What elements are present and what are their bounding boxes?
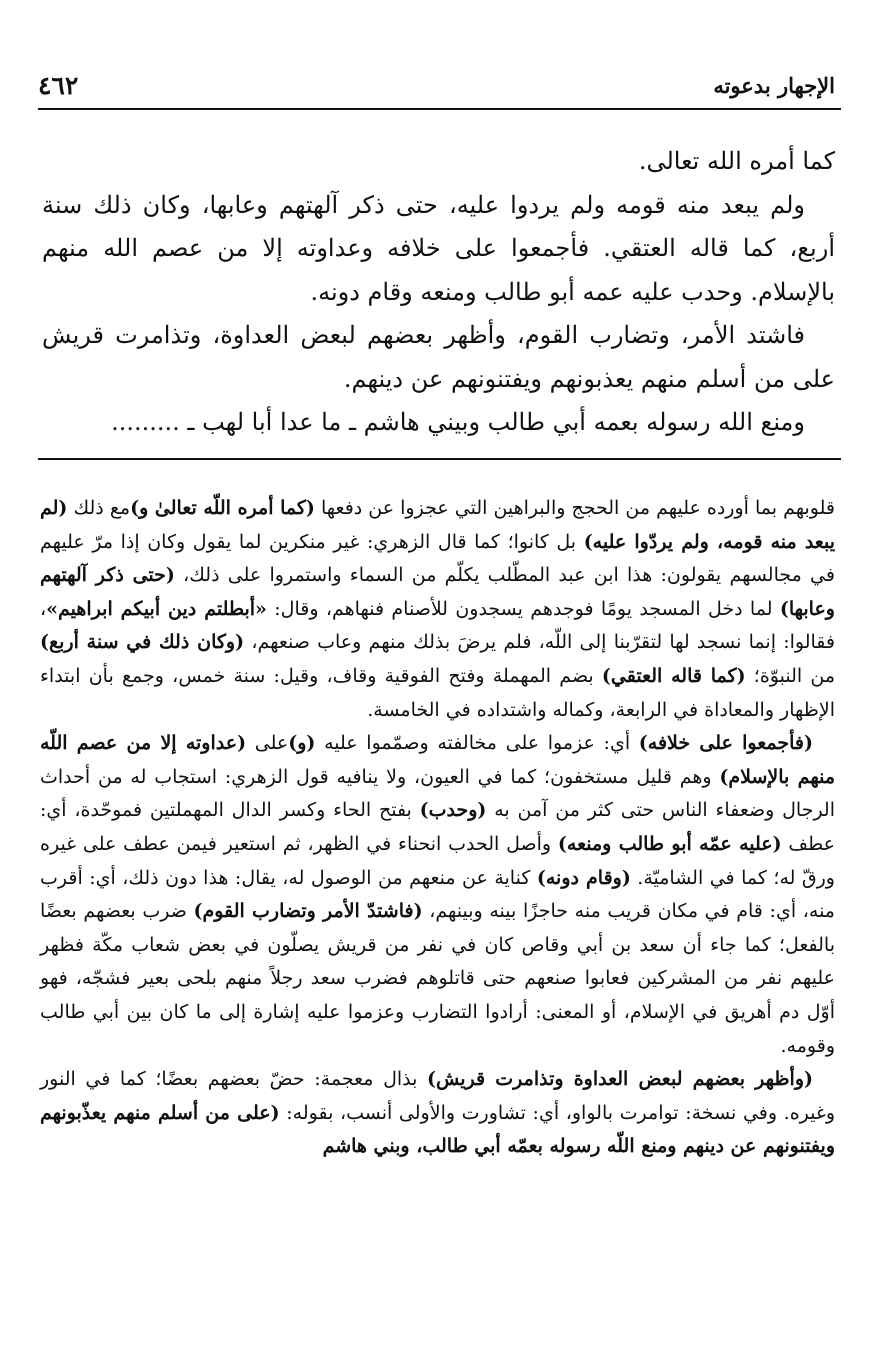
commentary-text: ضرب بعضهم بعضًا بالفعل؛ كما جاء أن سعد بن أبي وقاص كان في نفر من قريش يصلّون في بعض شعاب مكّة فظهر عليهم نفر من المشركين فعابوا صنعهم حتى قاتلوهم فضرب سعد رجلاً منهم بلحى بعير فشجّه، فهو أوّل دم أهريق في الإسلام، أو المعنى: أرادوا التضارب وعزموا عليه إشارة إلى ما كان بين أبي طالب وقومه. (40, 900, 835, 1057)
commentary-text: بضم المهملة وفتح الفوقية وقاف، وقيل: سنة خمس، وجمع بأن ابتداء الإظهار والمعاداة في الرابعة، وكماله واشتداده في الخامسة. (40, 664, 835, 721)
commentary-paragraph (40, 492, 835, 727)
quoted-matn-phrase: (وأظهر بعضهم لبعض العداوة وتذامرت قريش) (427, 1068, 813, 1091)
quoted-matn-phrase: (على من أسلم منهم يعذّبونهم ويفتنونهم عن دينهم ومنع اللّه رسوله بعمّه أبي طالب، وبني هاشم (40, 1101, 835, 1158)
main-text-paragraph-3 (42, 401, 835, 445)
commentary-paragraph (40, 727, 835, 1063)
commentary-text: كناية عن منعهم من الوصول له، يقال: هذا دون ذلك، أي: أقرب منه، أي: قام في مكان قريب منه حاجزًا بينه وبينهم، (40, 866, 835, 923)
quoted-matn-phrase: (لم يبعد منه قومه، ولم يردّوا عليه) (40, 497, 835, 553)
running-title: الإجهار بدعوته (713, 72, 835, 98)
commentary-text: ، فقالوا: إنما نسجد لها لتقرّبنا إلى اللّه، فلم يرضَ بذلك منهم وعاب صنعهم، (40, 597, 835, 654)
quoted-matn-phrase: (كما أمره اللّه تعالىٰ و) (130, 497, 315, 519)
main-text-paragraph-1: ولم يبعد منه قومه ولم يردوا عليه، حتى ذكر آلهتهم وعابها، وكان ذلك سنة أربع، كما قاله العتقي. فأجمعوا على خلافه وعداوته إلا من عصم الله منهم بالإسلام. وحدب عليه عمه أبو طالب ومنعه وقام دونه. (42, 190, 835, 306)
commentary-paragraph (40, 1063, 835, 1164)
commentary-text: بل كانوا؛ كما قال الزهري: غير منكرين لما يقول وكان إذا مرّ عليهم في مجالسهم يقولون: هذا ابن عبد المطّلب يكلّم من السماء واستمروا على ذلك، (40, 530, 835, 587)
commentary-text: قلوبهم بما أورده عليهم من الحجج والبراهين التي عجزوا عن دفعها (314, 497, 835, 519)
commentary-text: وهم قليل مستخفون؛ كما في العيون، ولا ينافيه قول الزهري: استجاب له من أحداث الرجال وضعفاء الناس حتى كثر من آمن به (40, 765, 835, 822)
page-number: ٤٦٢ (38, 70, 79, 100)
continuation-dots: ......... (111, 408, 180, 436)
page-header (38, 66, 835, 104)
quoted-matn-phrase: «أبطلتم دين أبيكم ابراهيم» (46, 597, 267, 620)
quoted-matn-phrase: (و) (288, 732, 316, 755)
commentary-text: لما دخل المسجد يومًا فوجدهم يسجدون للأصنام فنهاهم، وقال: (266, 597, 780, 620)
quoted-matn-phrase: (وقام دونه) (536, 866, 631, 889)
main-text-paragraph-2: فاشتد الأمر، وتضارب القوم، وأظهر بعضهم لبعض العداوة، وتذامرت قريش على من أسلم منهم يعذبونهم ويفتنونهم عن دينهم. (42, 321, 835, 393)
commentary-text: مع ذلك (67, 497, 131, 519)
main-text-line-1: كما أمره الله تعالى. (638, 147, 835, 175)
main-text-paragraph-3-text: ومنع الله رسوله بعمه أبي طالب وبيني هاشم ـ ما عدا أبا لهب ـ (187, 408, 805, 436)
commentary-text: وأصل الحدب انحناء في الظهر، ثم استعير فيمن عطف على غيره ورقّ له؛ كما في الشاميّة. (40, 832, 835, 889)
commentary-text: بذال معجمة: حضّ بعضهم بعضًا؛ كما في النور وغيره. وفي نسخة: توامرت بالواو، أي: تشاورت والأولى أنسب، بقوله: (40, 1068, 836, 1124)
quoted-matn-phrase: (وكان ذلك في سنة أربع) (40, 631, 245, 654)
quoted-matn-phrase: (فأجمعوا على خلافه) (638, 732, 813, 755)
quoted-matn-phrase: (حتى ذكر آلهتهم وعابها) (40, 564, 835, 620)
quoted-matn-phrase: (كما قاله العتقي) (601, 664, 746, 687)
quoted-matn-phrase: (وحدب) (419, 799, 487, 822)
quoted-matn-phrase: (فاشتدّ الأمر وتضارب القوم) (193, 900, 423, 923)
quoted-matn-phrase: (عداوته إلا من عصم اللّه منهم بالإسلام) (40, 732, 835, 788)
commentary (40, 492, 835, 1164)
commentary-text: على (246, 732, 289, 755)
header-rule (38, 108, 841, 110)
quoted-matn-phrase: (عليه عمّه أبو طالب ومنعه) (557, 832, 782, 855)
main-text (42, 140, 835, 445)
commentary-text: بفتح الحاء وكسر الدال المهملتين فموحّدة، أي: عطف (40, 799, 836, 855)
commentary-text: من النبوّة؛ (745, 664, 835, 687)
commentary-text: أي: عزموا على مخالفته وصمّموا عليه (315, 732, 639, 755)
commentary-separator (38, 458, 841, 460)
